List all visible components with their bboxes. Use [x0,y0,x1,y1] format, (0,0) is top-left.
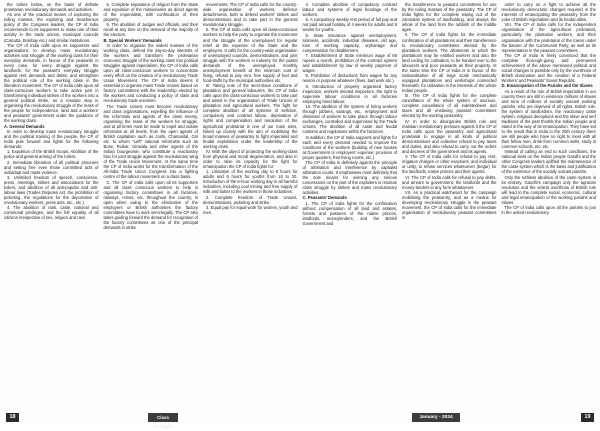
magazine-logo: Class Struggle [148,413,178,422]
text-column-2 [104,2,199,410]
article-body [4,2,596,410]
paragraph: the toilers below, on the basis of definite proletarian revolutionary demands and activities. [4,2,99,13]
paragraph: The CP of India is firmly convinced that the complete thorough-going and permanent achievement of the above mentioned political and social changes is possible only by the overthrow of British domination and the creation of a Federal Workers' and Peasants' Soviet Republic. [501,52,596,84]
text-column-3 [203,2,298,410]
text-column-5 [402,2,497,410]
paragraph: Instead of calling an end to such conditions, the national slant on the Indian people Gandhi and the other Congress leaders uplifted the maintenance of the caste system which is the basis and justification of the existence of the socially outcast pariahs. [501,149,596,175]
paragraph: VII. As a practical watchword for the campaign mobilising the peasantry, and as a means for developing revolutionary struggle in the peasant movement, the CP of India calls for the immediate organisation of revolutionary peasant committees in [402,189,497,221]
paragraph: In order to develop mass revolutionary struggle and the political training of the people, the CP of India puts forward and fights for the following demands: [4,128,99,150]
paragraph: VIII. The CP of India calls for the independent organisation of the agricultural proletariat, particularly the plantation workers, and their organisation with the proletariat of the towns under the banner of the Communist Party, as well as its representation in the peasant committees. [501,22,596,53]
paragraph: 3. Equal pay for equal work for women, youth and men. [203,205,298,216]
section-heading: A. General Demands [4,123,45,129]
paragraph: movements. The CP of India calls for the country-wide organisation of workers, defence detachments, both to defend workers' strikes and demonstrations and to take part in the general revolutionary struggle. [203,2,298,28]
paragraph: IV. With the object of protecting the working-class from physical and moral degeneration, and also in order to raise its capacity for the fight for emancipation the CP of India fights for: [203,148,298,170]
paragraph: 1. The CP of India fights for the confiscation without compensation of all land and estates, forests and pastures of the native princes, landlords, moneylenders, and the British Government and [302,200,397,226]
section-heading: D. Emancipation of the Pariahs and the Slaves [501,83,593,89]
paragraph: 4. The abolition of rank, caste, national and communal privileges, and the full equality of all citizens irrespective of sex, religion and race. [4,205,99,221]
paragraph: 7. Establishment of State minimum wage of 60 rupees a month, prohibition of the contract system and establishment by law of weekly payment of wages. [302,53,397,74]
paragraph: III. Taking note of the semi-slave conditions of plantation and general labourers, the CP of India calls upon the class-conscious workers to take part and assist in the organisation of Trade Unions of plantation and agricultural workers. The fight for complete abolition of all systems of serfdom, compulsory and contract labour, deprivation of rights and compensation and resolution of the agricultural proletariat is one of our main aims, linked up closely with the aim of mobilising the broad masses of peasantry to fight imperialist and feudal exploitation under the leadership of the working class. [203,83,298,149]
text-column-1 [4,2,99,410]
issue-date: January - 2024 [412,413,460,422]
paragraph: As one of the practical means of exploring the toiling masses, the exploring and treacherous policy of the Congress leaders, the CP of India recommends to its supporters to make use of their activity in the trade unions, municipal councils (Calcutta, Bombay etc.) and similar institutions. [4,12,99,43]
paragraph: 6. State insurance against unemployment, sickness, accidents, industrial diseases, old age, loss of working capacity, orphanage and compensation for disablement. [302,32,397,53]
paragraph: V. The CP of India calls for refusal to pay rent, irrigation charges or other exactions, and individual or unity, to refuse services whatsoever (begar) for the landlords, native princes and their agents. [402,154,497,175]
page-footer [0,410,600,429]
paragraph: The CP of India is definitely against the principle of arbitration and interference by capitalist arbitration courts. It emphasises most definitely that the sole means for winning any serious concessions on the part of the exploiters is resolute class struggle by strikes and mass revolutionary activities. [302,159,397,196]
paragraph: IV. In order to disorganise British rule and maintain revolutionary pressure against it the CP of India calls upon the peasantry and agricultural proletariat to engage in all kinds of political demonstrations and collective refusal to pay taxes and duties, and also refusal to carry out the orders and decrees of the government and its agents. [402,118,497,154]
text-column-6 [502,2,597,410]
page-number-right: 19 [581,413,594,422]
paragraph: 5. A compulsory weekly rest period of full pay and not paid annual holiday of 4 weeks for adults and 6 weeks for youths. [302,17,397,33]
section-heading: B. Special Workers' Demands [103,37,162,43]
paragraph: the transference to peasant committees for use by the toiling masses of the peasantry. The CP of India fights for the complete wiping out of the zamindari system of landholding, and always the whole of the land from the rubbish of the middle ages. [402,2,497,33]
paragraph: The CP of India calls upon its supporters and organisations to develop mass revolutionary activities and struggle of the working class for their everyday demands, in favour of the peasants in every case, for every struggle against the landlords, for the peasant's everyday struggle against rent demands and debts, and strengthen the political role of the working class in the liberation movement. The CP of India calls upon all class-conscious workers to take active part in transforming individual strikes of the workers into a general political strike, as a resolute step in organising the revolutionary struggle of the mass of the people for independence, land and a workers' and peasants' government under the guidance of the working class. [4,42,99,124]
paragraph: 8. Prohibition of deductions from wages for any reason or purpose whatever (fines, bad work etc.). [302,73,397,84]
paragraph: 9. Introduction of properly organised factory inspection, workers elected inspectors, the right to supervise labour conditions in all factories employing hired labour. [302,83,397,104]
paragraph: As a result of the rule of British imperialism in our country there are still in existence millions of slaves and tens of millions of socially outcast working pariahs, who are deprived of all rights. British rule, the system of landlordism, the reactionary caste system, religious deceptions and the slave and serf traditions of the past throttle the Indian people and stand in the way of its emancipation. They have led to the result that in India in the 20th century there are still people who have no right to meet with all their fellow men, drink from common wells, study in common schools, etc. etc. [501,88,596,150]
paragraph: VI. The CP of India calls for refusal to pay debts, and arrears to government, the landlords and the money-lenders in any form whatsoever. [402,174,497,190]
paragraph: Only the ruthless abolition of the caste system in its entirety. Gandhi's campaign only the agrarian revolution and the violent overthrow of British rule will lead to the complete social, economic, cultural and legal emancipation of the working pariahs and slaves. [501,174,596,205]
paragraph: 5. Complete separation of religion from the State and expulsion of the missionaries as direct agents of the imperialists, with confiscation of their property. [103,2,198,23]
text-column-4 [303,2,398,410]
section-heading: C. Peasants' Demands [302,195,347,201]
paragraph: 10. The abolition of the system of hiring workers through jobbers, sarangs, etc., employment and dismissal of workers to take place through labour exchanges, controlled and supervised by the Trade Unions. The abolition of all caste and feudal customs and regulations within the factories. [302,104,397,135]
paragraph: 6. The abolition of Judges and officials, and their recall at any time on the demand of the majority of the electors. [103,22,198,38]
paragraph: order to carry on a fight to achieve all the revolutionary democratic changes required in the interests of emancipating the peasantry from the yoke of British imperialism and its feudal allies. [501,2,596,23]
paragraph: 4. Complete abolition of compulsory contract labour and systems of legal bondage of the workers. [302,2,397,18]
paragraph: 1. Limitation of the working day to 8 hours for adults and 6 hours for youths from 16 to 20. Introduction of the 6-hour working day in all harmful industries, including coal mining and free supply of milk and butter to the workers in those industries. [203,169,298,195]
paragraph: C. The CP of India calls upon all its supporters and all class conscious workers to help in organising factory committees in all factories, railways, mines, etc. throughout the country, in open when owing to the elimination of the employers or British authorities the factory committees have to work semi-legally. The CP also takes guiding forward the demand for recognition of the factory committees as one of the principal demands in strike [103,179,198,230]
paragraph: III. The CP of India fights for the complete cancellation of the whole system of usurious, complete cancellation of all indebtedness and taxes and all enslaving peasant committees elected by the working peasantry. [402,93,497,119]
paragraph: The Trade Unions must become revolutionary and class organisations, expelling the influence of the reformists and agents of the class enemy, organising the mass of the workers for struggle, and at all times must be made to expel and isolate reformists at all levels, from the open agents of British capitalism such as Joshi, Chamanlal, Giri etc. to whom "Left" national reformists such as Bose, Ruikar, Ginwala and other agents of the Indian bourgeoisie, who constitute a reactionary bloc for joint struggle against the revolutionary wing of the Trade Union Movement. At the same time the CP of India works for the transformation of the All-India Trade Union Congress into a fighting centre of the labour movement on a class basis. [103,103,198,180]
paragraph: 2. Immediate liberation of all political prisoners and setting free even those committed acts of individual and mass violence. [4,159,99,175]
paragraph: In addition, the CP of India supports and fights for each and every demand needed to improve the conditions of the workers (building of new houses at Government or employers' expense; provision of proper quarters, free living rooms, etc.). [302,134,397,160]
paragraph: II. The CP of India calls upon all class-conscious workers to help the party to organise the movement and the struggle of the unemployed for regular relief at the expense of the State and the employers. It calls for the country-wide organisation of unemployed councils, demonstrations, and joint struggle with the workers in industry for the partial demands of the unemployed monthly unemployment benefit at the minimum cost of living, refusal to pay rent, free supply of fuel and food-stuffs by the municipal authorities etc. [203,27,298,83]
paragraph: 3. Unlimited freedom of speech, conscience, press, meetings, strikes and associations for the toilers, and abolition of all anti-popular and anti-labour laws (Trades Disputes Act, the prohibition of picketing, the regulations for the deportation of revolutionary workers, press acts, etc., etc.). [4,174,99,206]
paragraph: In order to organise the widest masses of the working class, defend the day-to-day interests of the workers and transform the proletarian economic struggle of the working class into political struggles against imperialism, the CP of India calls upon all class-conscious workers to concentrate every effort on the creation of a revolutionary Trade Union Movement. The CP of India deems it essential to organise mass Trade Unions based on factory committees with the leadership elected by the workers and conducting a policy of class and revolutionary trade unionism. [103,42,198,104]
paragraph: The CP of India calls upon all the pariahs to join in the united revolutionary [501,205,596,216]
page-number-left: 18 [6,413,19,422]
paragraph: 1. Expulsion of the British troops. Abolition of the police and general arming of the toilers. [4,149,99,160]
paragraph: II. The CP of India fights for the immediate confiscation of all plantations and their transference to revolutionary committees elected by the plantation workers. The allotments to which the plantations may be entitled workers and also the land ceding for cultivation, to be handed over to the labourers and poor peasants as their property. At the same time the CP of India is in favour of the nationalisation of all large scale mechanically equipped plantations and workshops connected therewith, for utilisation in the interests of the whole Indian people. [402,32,497,93]
paragraph: 2. Complete freedom of Trade Unions, demonstrations, picketing and strike. [203,194,298,205]
